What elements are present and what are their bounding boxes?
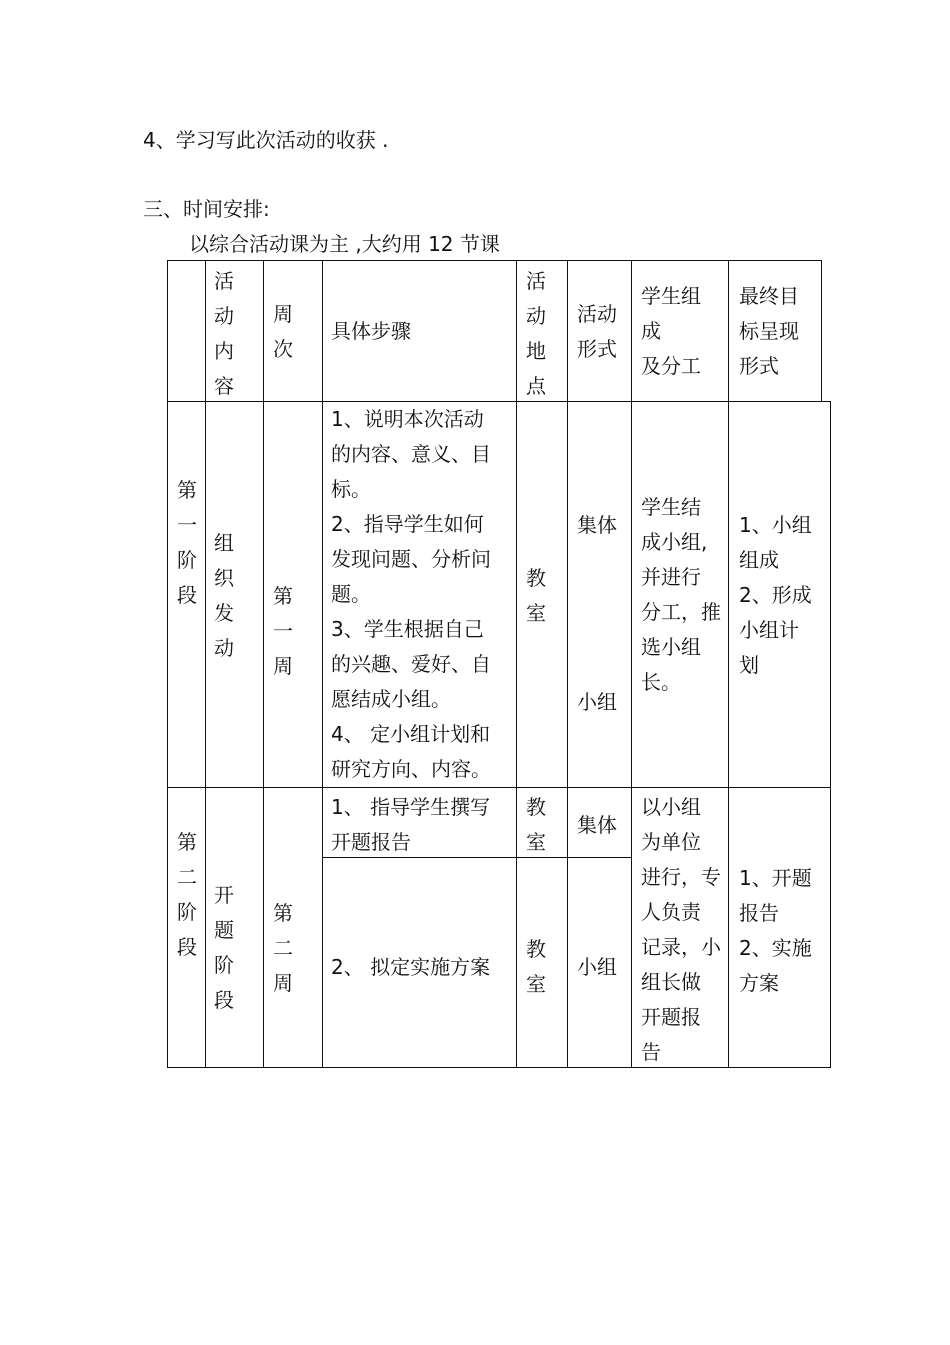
row2-steps-b: 2、 拟定实施方案 xyxy=(331,955,491,979)
table-border-left xyxy=(167,260,168,1068)
header-student-groups: 学生组 成 及分工 xyxy=(641,284,701,378)
row1-week: 第 一 周 xyxy=(273,584,293,678)
row2-place-b: 教 室 xyxy=(526,937,546,996)
header-activity-content: 活 动 内 容 xyxy=(214,269,234,398)
row2-form-collective: 集体 xyxy=(577,813,617,837)
table-border-right xyxy=(830,401,831,1068)
row2-result: 1、开题 报告 2、实施 方案 xyxy=(739,866,812,995)
row2-content: 开 题 阶 段 xyxy=(214,883,234,1012)
header-week: 周 次 xyxy=(273,302,293,361)
table-col-divider xyxy=(516,260,517,1068)
header-activity-place: 活 动 地 点 xyxy=(526,269,546,398)
table-border-header-bottom xyxy=(167,401,831,402)
header-steps: 具体步骤 xyxy=(331,319,411,343)
row2-place-a: 教 室 xyxy=(526,795,546,854)
row1-form-group: 小组 xyxy=(577,690,617,714)
table-col-divider xyxy=(205,260,206,1068)
table-border-bottom xyxy=(167,1067,831,1068)
table-col-divider xyxy=(567,260,568,1068)
row1-content: 组 织 发 动 xyxy=(214,531,234,660)
row2-stage: 第 二 阶 段 xyxy=(177,830,197,959)
row1-steps: 1、说明本次活动 的内容、意义、目 标。 2、指导学生如何 发现问题、分析问 题。 3、学生根据自己 的兴趣、爱好、自 愿结成小组。 4、 定小组计划和 研究方向、内容。 xyxy=(331,407,491,781)
table-col-divider xyxy=(263,260,264,1068)
table-col-divider xyxy=(631,260,632,1068)
table-border-top xyxy=(167,260,822,261)
row2-steps-a: 1、 指导学生撰写 开题报告 xyxy=(331,795,491,854)
row1-groups: 学生结 成小组, 并进行 分工，推 选小组 长。 xyxy=(641,495,721,694)
table-border-row1-bottom xyxy=(167,787,831,788)
row1-form-collective: 集体 xyxy=(577,513,617,537)
table-border-right-header xyxy=(821,260,822,402)
section-heading-3: 三、时间安排: xyxy=(143,197,270,221)
row2-groups: 以小组 为单位 进行，专 人负责 记录，小 组长做 开题报 告 xyxy=(641,795,721,1064)
table-col-divider xyxy=(322,260,323,1068)
row2-week: 第 二 周 xyxy=(273,901,293,995)
row1-place: 教 室 xyxy=(526,566,546,625)
list-item-4: 4、学习写此次活动的收获 . xyxy=(143,128,389,152)
header-final-result: 最终目 标呈现 形式 xyxy=(739,284,799,378)
table-col-divider xyxy=(728,260,729,1068)
row1-stage: 第 一 阶 段 xyxy=(177,478,197,607)
row2-form-group: 小组 xyxy=(577,955,617,979)
row1-result: 1、小组 组成 2、形成 小组计 划 xyxy=(739,513,812,677)
intro-text: 以综合活动课为主 ,大约用 12 节课 xyxy=(189,232,500,256)
header-activity-form: 活动 形式 xyxy=(577,302,617,361)
